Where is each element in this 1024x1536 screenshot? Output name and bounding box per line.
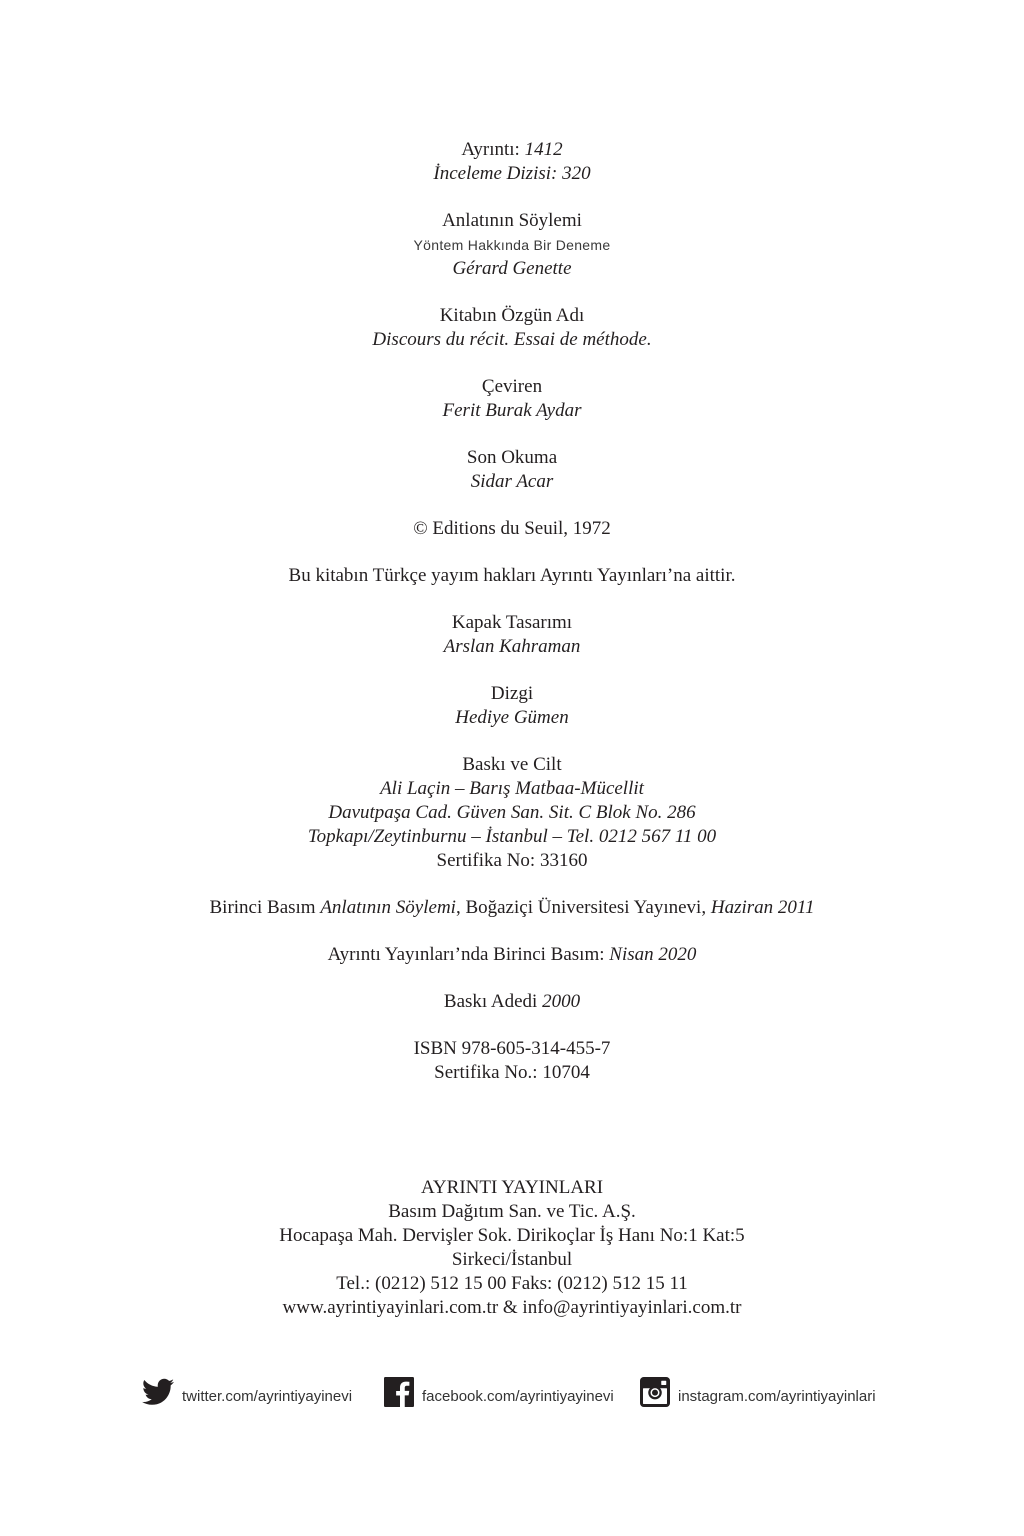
print-run-line xyxy=(0,990,1024,1014)
facebook-icon xyxy=(384,1377,414,1407)
series-label: Ayrıntı: xyxy=(461,139,520,160)
first-edition-line xyxy=(0,896,1024,920)
publisher-company: Basım Dağıtım San. ve Tic. A.Ş. xyxy=(388,1201,636,1222)
facebook-link[interactable]: facebook.com/ayrintiyayinevi xyxy=(422,1387,614,1405)
printing-line3: Topkapı/Zeytinburnu – İstanbul – Tel. 0212 567 11 00 xyxy=(307,826,717,847)
series-line xyxy=(0,138,1024,162)
ayrinti-edition-date: Nisan 2020 xyxy=(609,944,697,965)
printing-line2: Davutpaşa Cad. Güven San. Sit. C Blok No. 286 xyxy=(328,802,696,823)
series-block xyxy=(0,138,1024,186)
translator-label: Çeviren xyxy=(481,376,543,397)
social-instagram[interactable] xyxy=(640,1374,876,1410)
instagram-link[interactable]: instagram.com/ayrintiyayinlari xyxy=(678,1387,876,1405)
publisher-block xyxy=(0,1176,1024,1320)
printing-line1: Ali Laçin – Barış Matbaa-Mücellit xyxy=(380,778,644,799)
book-title: Anlatının Söylemi xyxy=(442,210,582,231)
isbn-number: ISBN 978-605-314-455-7 xyxy=(413,1038,611,1059)
publisher-name: AYRINTI YAYINLARI xyxy=(420,1177,604,1198)
ayrinti-edition-line xyxy=(0,943,1024,967)
original-title-value: Discours du récit. Essai de méthode. xyxy=(372,329,652,350)
printing-label: Baskı ve Cilt xyxy=(462,754,562,775)
social-links xyxy=(0,1374,1024,1414)
rights-block xyxy=(0,564,1024,588)
ayrinti-edition-prefix: Ayrıntı Yayınları’nda Birinci Basım: xyxy=(327,944,605,965)
series-number: 1412 xyxy=(524,139,563,160)
typesetting-label: Dizgi xyxy=(490,683,534,704)
typesetting-block xyxy=(0,682,1024,730)
book-author: Gérard Genette xyxy=(452,258,572,279)
typesetting-value: Hediye Gümen xyxy=(455,707,569,728)
colophon xyxy=(0,138,1024,1108)
cover-design-label: Kapak Tasarımı xyxy=(451,612,573,633)
cover-design-block xyxy=(0,611,1024,659)
cover-design-value: Arslan Kahraman xyxy=(443,636,581,657)
print-run-value: 2000 xyxy=(542,991,581,1012)
print-run-block xyxy=(0,990,1024,1014)
printing-certificate: Sertifika No: 33160 xyxy=(436,850,588,871)
proofreading-label: Son Okuma xyxy=(466,447,558,468)
title-block xyxy=(0,209,1024,281)
twitter-link[interactable]: twitter.com/ayrintiyayinevi xyxy=(182,1387,353,1405)
ayrinti-edition-block xyxy=(0,943,1024,967)
first-edition-publisher: , Boğaziçi Üniversitesi Yayınevi, xyxy=(455,897,707,918)
first-edition-title: Anlatının Söylemi xyxy=(320,897,456,918)
print-run-label: Baskı Adedi xyxy=(443,991,538,1012)
first-edition-block xyxy=(0,896,1024,920)
first-edition-date: Haziran 2011 xyxy=(710,897,815,918)
original-title-label: Kitabın Özgün Adı xyxy=(439,305,585,326)
twitter-icon xyxy=(142,1378,174,1406)
series-dizi: İnceleme Dizisi: 320 xyxy=(433,163,591,184)
publisher-phone: Tel.: (0212) 512 15 00 Faks: (0212) 512 15 11 xyxy=(336,1273,688,1294)
copyright-block xyxy=(0,517,1024,541)
first-edition-prefix: Birinci Basım xyxy=(209,897,316,918)
translator-value: Ferit Burak Aydar xyxy=(442,400,582,421)
proofreading-value: Sidar Acar xyxy=(470,471,554,492)
rights-notice: Bu kitabın Türkçe yayım hakları Ayrıntı Yayınları’na aittir. xyxy=(288,565,736,586)
proofreading-block xyxy=(0,446,1024,494)
original-title-block xyxy=(0,304,1024,352)
social-facebook[interactable] xyxy=(384,1374,614,1410)
translator-block xyxy=(0,375,1024,423)
publisher-city: Sirkeci/İstanbul xyxy=(451,1249,573,1270)
publisher-address: Hocapaşa Mah. Dervişler Sok. Dirikoçlar İş Hanı No:1 Kat:5 xyxy=(279,1225,745,1246)
printing-block xyxy=(0,753,1024,873)
social-twitter[interactable] xyxy=(142,1374,352,1410)
isbn-certificate: Sertifika No.: 10704 xyxy=(434,1062,590,1083)
book-subtitle: Yöntem Hakkında Bir Deneme xyxy=(413,237,611,253)
copyright-notice: © Editions du Seuil, 1972 xyxy=(413,518,611,539)
publisher-web: www.ayrintiyayinlari.com.tr & info@ayrintiyayinlari.com.tr xyxy=(282,1297,742,1318)
isbn-block xyxy=(0,1037,1024,1085)
instagram-icon xyxy=(640,1377,670,1407)
